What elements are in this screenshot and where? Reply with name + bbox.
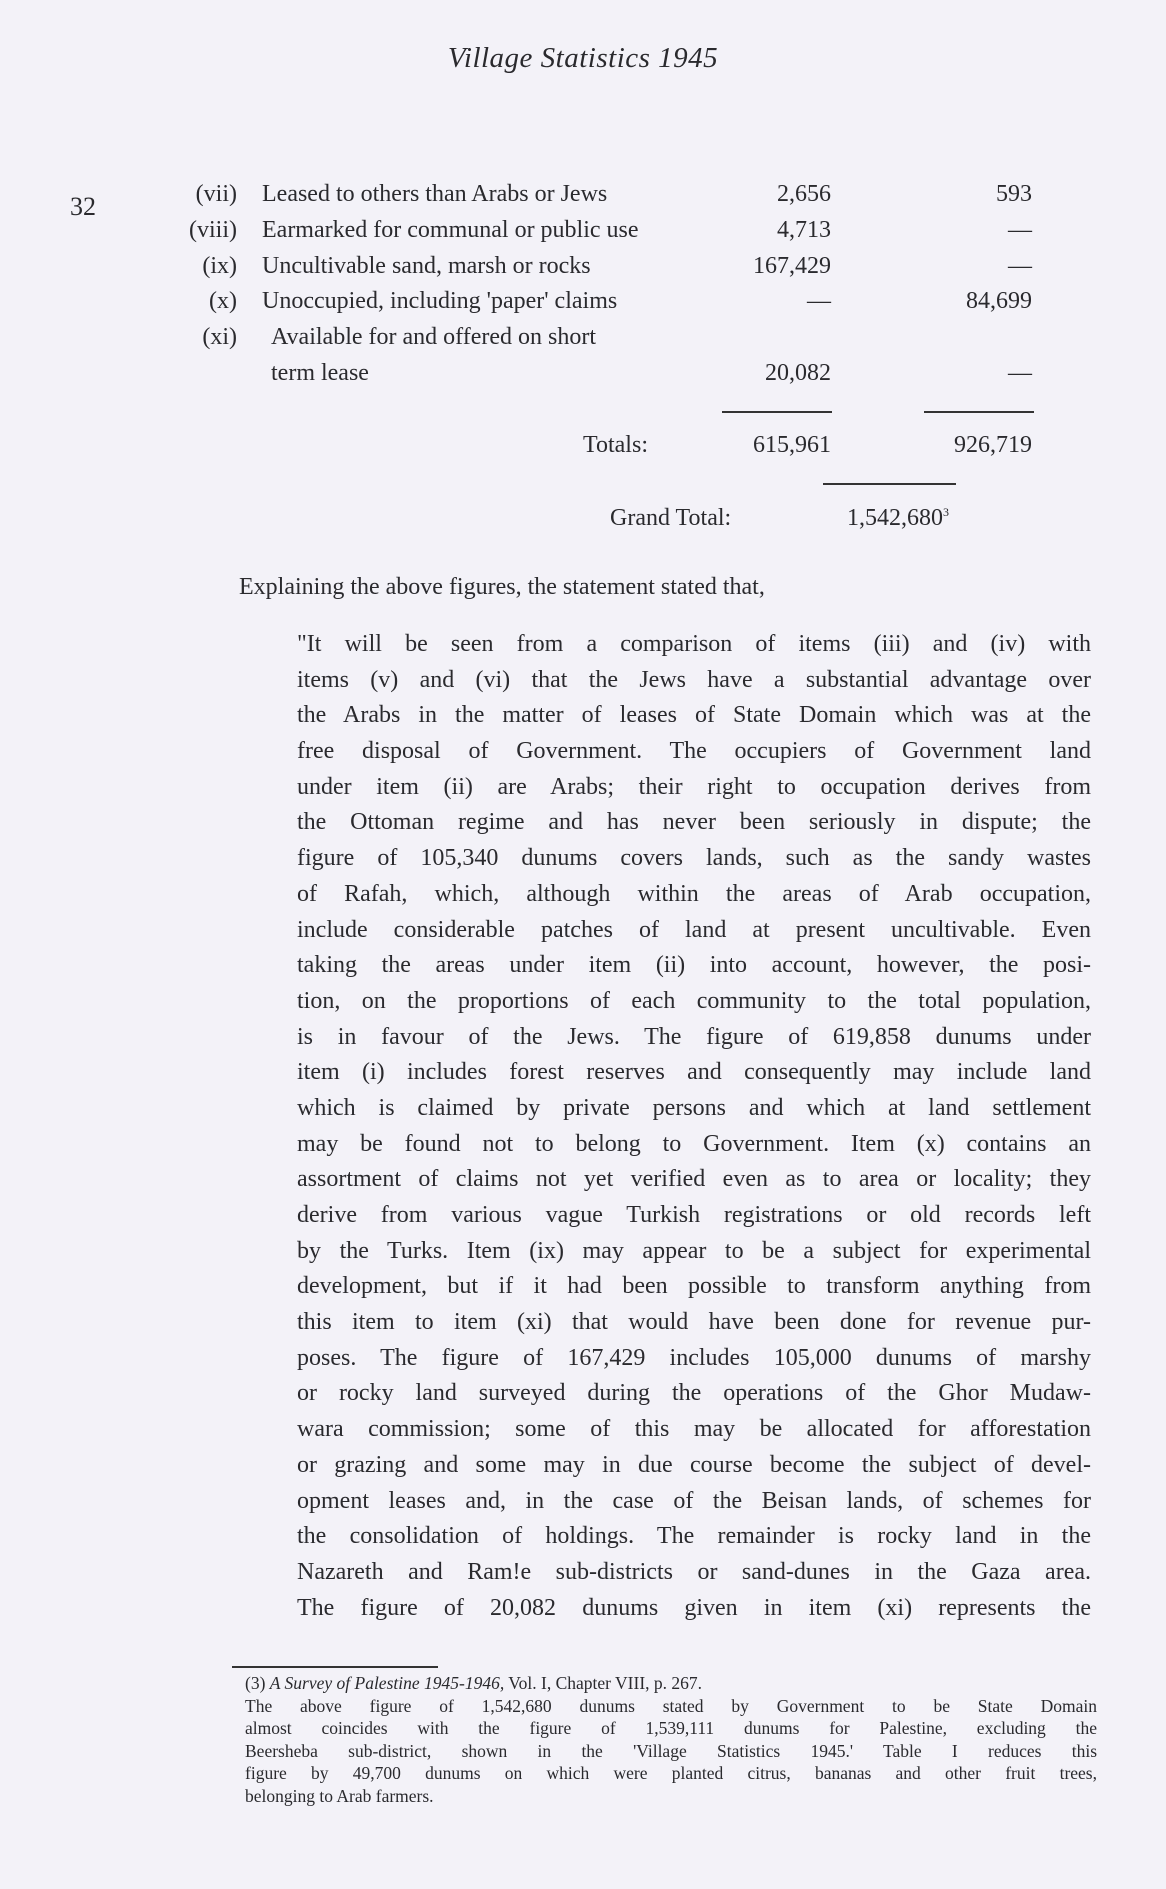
grand-total-rule xyxy=(823,483,956,485)
quote-line: item (i) includes forest reserves and consequently may include land xyxy=(297,1059,1091,1086)
table-row xyxy=(0,324,1166,358)
totals-col2: 926,719 xyxy=(954,432,1032,458)
grand-total-value xyxy=(847,505,949,532)
quote-line: which is claimed by private persons and which at land settlement xyxy=(297,1094,1091,1121)
quote-line: free disposal of Government. The occupiers of Government land xyxy=(297,738,1091,765)
footnote-source-detail: Vol. I, Chapter VIII, p. 267. xyxy=(508,1673,703,1693)
row-number: (viii) xyxy=(189,217,237,243)
table-row xyxy=(0,288,1166,322)
quote-line: items (v) and (vi) that the Jews have a substantial advantage over xyxy=(297,666,1091,693)
intro-sentence: Explaining the above figures, the statement stated that, xyxy=(239,574,765,600)
row-label: Available for and offered on short xyxy=(271,324,596,350)
quote-line: derive from various vague Turkish registrations or old records left xyxy=(297,1202,1091,1228)
footnote-line: almost coincides with the figure of 1,539,111 dunums for Palestine, excluding the xyxy=(245,1718,1097,1738)
row-label: Earmarked for communal or public use xyxy=(262,217,639,243)
table-row xyxy=(0,217,1166,251)
row-number: (xi) xyxy=(202,324,237,350)
quote-line: "It will be seen from a comparison of items (iii) and (iv) with xyxy=(297,631,1091,657)
quote-line: taking the areas under item (ii) into account, however, the posi- xyxy=(297,952,1091,979)
row-value-col2: — xyxy=(1008,360,1032,386)
row-number: (x) xyxy=(209,288,237,314)
footnote-marker: (3) xyxy=(245,1673,266,1693)
row-value-col1: — xyxy=(807,288,831,314)
table-row xyxy=(0,360,1166,394)
table-row xyxy=(0,181,1166,215)
row-value-col1: 4,713 xyxy=(777,217,831,243)
footnote-line: figure by 49,700 dunums on which were planted citrus, bananas and other fruit trees, xyxy=(245,1763,1097,1783)
row-number: (vii) xyxy=(195,181,237,207)
footnote-rule xyxy=(232,1666,438,1668)
quote-line: by the Turks. Item (ix) may appear to be a subject for experimental xyxy=(297,1237,1091,1264)
quote-line: this item to item (xi) that would have been done for revenue pur- xyxy=(297,1309,1091,1336)
quote-line: Nazareth and Ram!e sub-districts or sand-dunes in the Gaza area. xyxy=(297,1558,1091,1585)
quote-line: include considerable patches of land at present uncultivable. Even xyxy=(297,916,1091,943)
quote-line: may be found not to belong to Government. Item (x) contains an xyxy=(297,1130,1091,1157)
footnote-body xyxy=(245,1695,1097,1808)
footnote-ref: 3 xyxy=(943,505,949,519)
row-value-col1: 167,429 xyxy=(753,253,831,279)
sum-rule xyxy=(722,411,832,413)
quote-line: figure of 105,340 dunums covers lands, such as the sandy wastes xyxy=(297,845,1091,872)
grand-total-number: 1,542,680 xyxy=(847,505,943,531)
quote-line: tion, on the proportions of each community to the total population, xyxy=(297,987,1091,1014)
footnote xyxy=(245,1672,1097,1807)
quote-line: the consolidation of holdings. The remainder is rocky land in the xyxy=(297,1523,1091,1550)
row-label: Unoccupied, including 'paper' claims xyxy=(262,288,618,314)
totals-label: Totals: xyxy=(583,432,648,458)
row-value-col2: 593 xyxy=(996,181,1032,207)
footnote-line: belonging to Arab farmers. xyxy=(245,1785,434,1806)
row-value-col2: — xyxy=(1008,253,1032,279)
page-number: 32 xyxy=(70,192,96,221)
quote-line: the Arabs in the matter of leases of State Domain which was at the xyxy=(297,702,1091,729)
row-number: (ix) xyxy=(202,253,237,279)
row-label: Uncultivable sand, marsh or rocks xyxy=(262,253,591,279)
grand-total-label: Grand Total: xyxy=(610,505,732,531)
row-value-col2: — xyxy=(1008,217,1032,243)
footnote-citation xyxy=(245,1672,1097,1695)
quote-line: or grazing and some may in due course become the subject of devel- xyxy=(297,1451,1091,1478)
footnote-line: The above figure of 1,542,680 dunums stated by Government to be State Domain xyxy=(245,1695,1097,1716)
row-label: term lease xyxy=(271,360,369,386)
quote-line: or rocky land surveyed during the operations of the Ghor Mudaw- xyxy=(297,1380,1091,1407)
row-value-col1: 20,082 xyxy=(765,360,831,386)
row-value-col2: 84,699 xyxy=(966,288,1032,314)
quote-line: opment leases and, in the case of the Beisan lands, of schemes for xyxy=(297,1487,1091,1514)
quote-line: wara commission; some of this may be allocated for afforestation xyxy=(297,1416,1091,1443)
quote-line: is in favour of the Jews. The figure of 619,858 dunums under xyxy=(297,1023,1091,1050)
quote-line: development, but if it had been possible to transform anything from xyxy=(297,1273,1091,1300)
table-row xyxy=(0,253,1166,287)
quote-line: of Rafah, which, although within the areas of Arab occupation, xyxy=(297,880,1091,907)
row-label: Leased to others than Arabs or Jews xyxy=(262,181,608,207)
totals-col1: 615,961 xyxy=(753,432,831,458)
quote-line: assortment of claims not yet verified even as to area or locality; they xyxy=(297,1166,1091,1193)
quoted-statement xyxy=(297,627,1091,1626)
quote-line: under item (ii) are Arabs; their right to occupation derives from xyxy=(297,773,1091,800)
quote-line: The figure of 20,082 dunums given in item (xi) represents the xyxy=(297,1594,1091,1621)
footnote-source-title: A Survey of Palestine 1945-1946, xyxy=(269,1673,505,1693)
quote-line: the Ottoman regime and has never been seriously in dispute; the xyxy=(297,809,1091,836)
running-title: Village Statistics 1945 xyxy=(447,42,719,74)
sum-rule xyxy=(924,411,1034,413)
row-value-col1: 2,656 xyxy=(777,181,831,207)
quote-line: poses. The figure of 167,429 includes 105,000 dunums of marshy xyxy=(297,1344,1091,1371)
footnote-line: Beersheba sub-district, shown in the 'Village Statistics 1945.' Table I reduces this xyxy=(245,1740,1097,1761)
